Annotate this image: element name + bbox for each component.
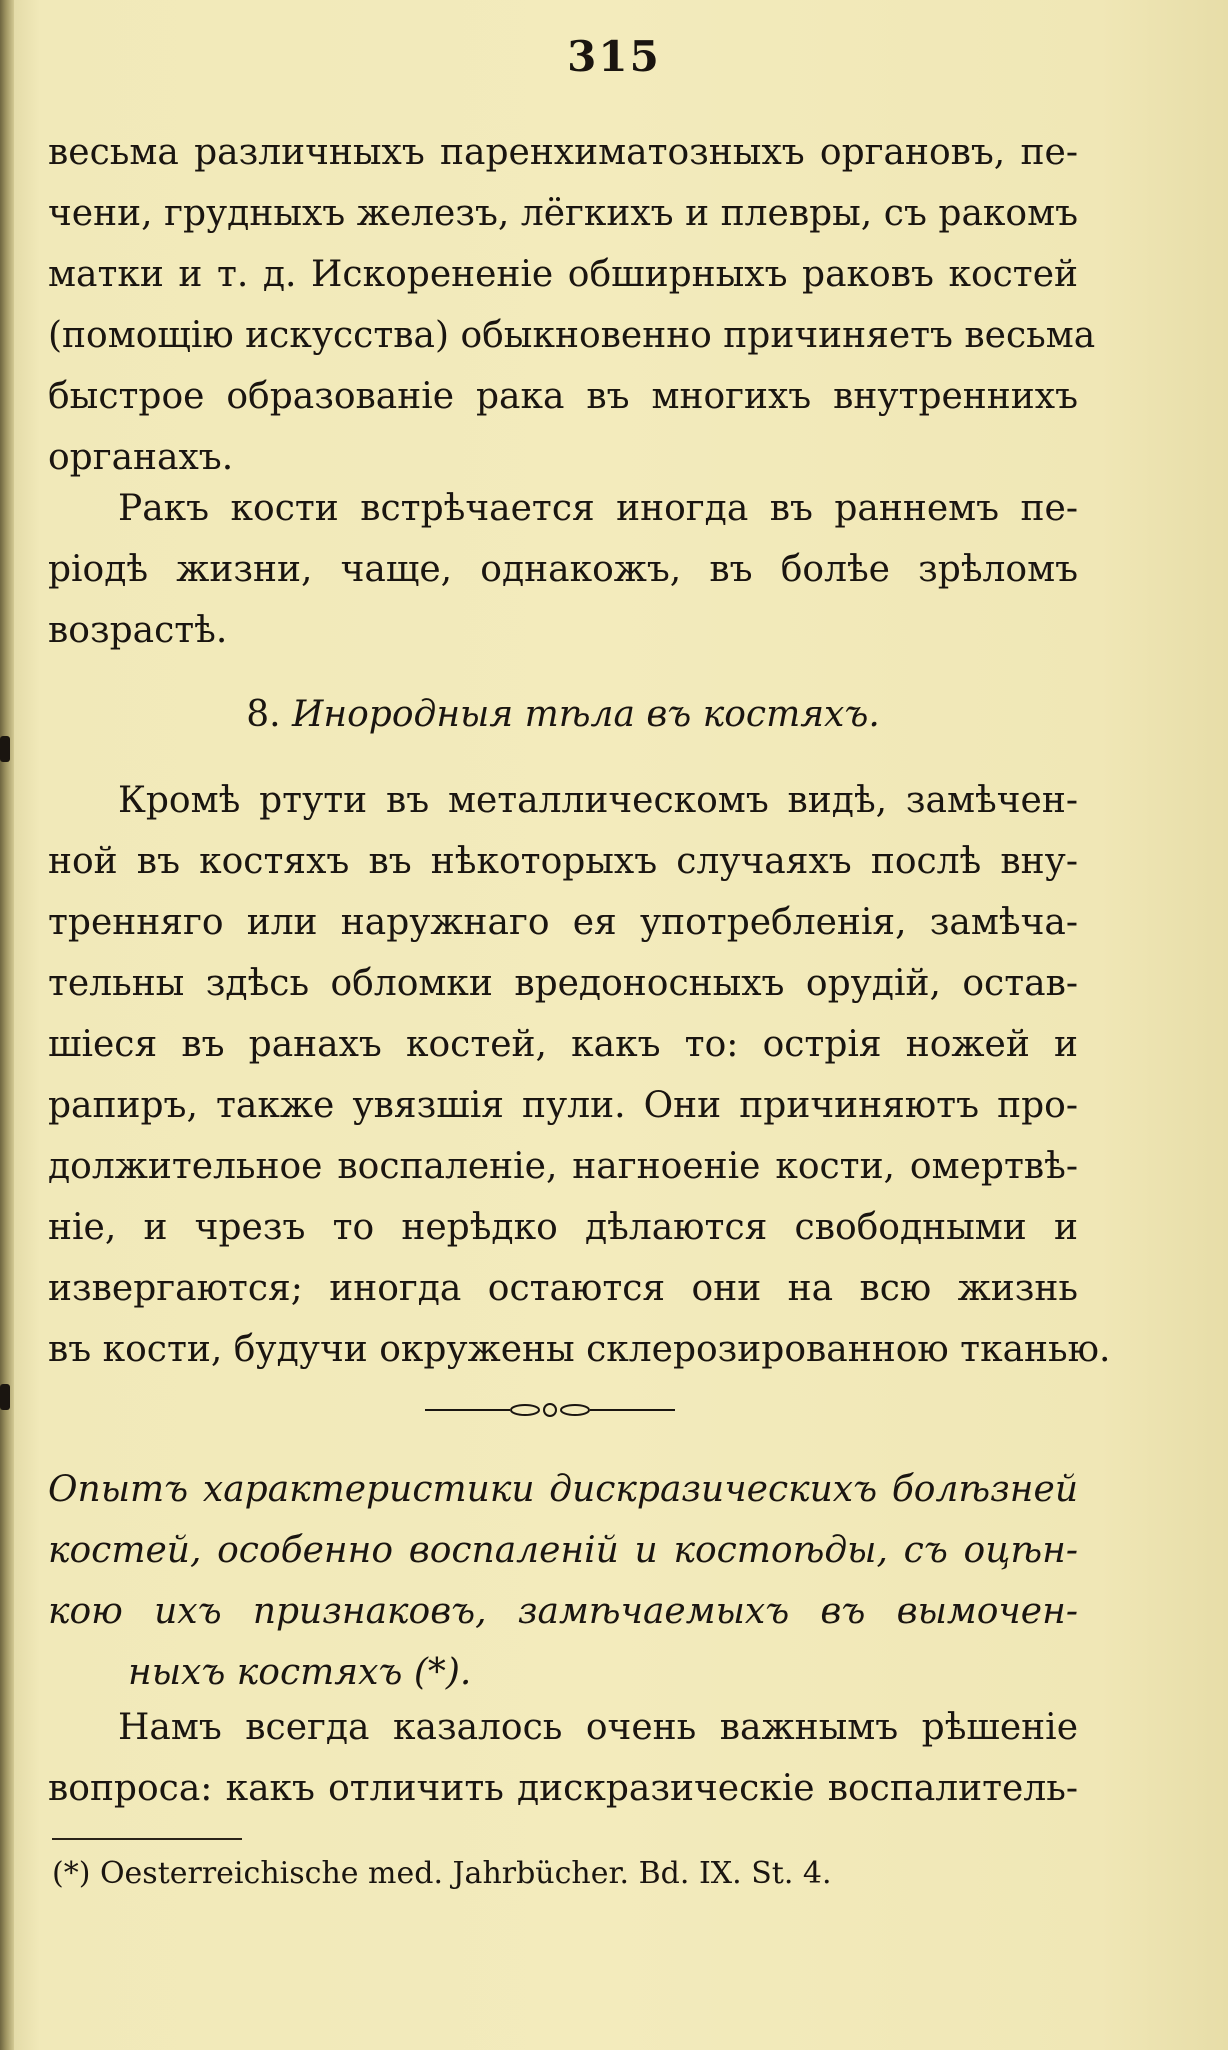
text-line: Кромѣ ртути въ металлическомъ видѣ, замѣчен- bbox=[118, 780, 1078, 821]
text-line: возрастѣ. bbox=[48, 610, 228, 651]
text-line: ріодѣ жизни, чаще, однакожъ, въ болѣе зрѣломъ bbox=[48, 549, 1078, 590]
text-line: рапиръ, также увязшія пули. Они причиняютъ про- bbox=[48, 1085, 1078, 1126]
text-line: (помощію искусства) обыкновенно причиняетъ весьма bbox=[48, 315, 1096, 356]
paragraph-4 bbox=[48, 1697, 1078, 1819]
italic-heading bbox=[48, 1458, 1078, 1702]
text-line: тельны здѣсь обломки вредоносныхъ орудій, остав- bbox=[48, 963, 1078, 1004]
text-line: быстрое образованіе рака въ многихъ внутреннихъ bbox=[48, 376, 1078, 417]
paragraph-3 bbox=[48, 770, 1111, 1380]
text-line: въ кости, будучи окружены склерозированною тканью. bbox=[48, 1329, 1111, 1370]
page-number: 315 bbox=[567, 32, 661, 81]
text-line: Опытъ характеристики дискразическихъ болѣзней bbox=[48, 1469, 1078, 1510]
text-line: чени, грудныхъ железъ, лёгкихъ и плевры, съ ракомъ bbox=[48, 193, 1078, 234]
text-line: весьма различныхъ паренхиматозныхъ органовъ, пе- bbox=[48, 132, 1078, 173]
text-line: органахъ. bbox=[48, 437, 234, 478]
footnote: (*) Oesterreichische med. Jahrbücher. Bd. IX. St. 4. bbox=[52, 1856, 832, 1891]
footnote-rule bbox=[52, 1838, 242, 1840]
text-line: матки и т. д. Искорененіе обширныхъ раковъ костей bbox=[48, 254, 1078, 295]
section-number: 8. bbox=[246, 694, 281, 735]
text-line: ныхъ костяхъ (*). bbox=[128, 1652, 472, 1693]
text-line: Намъ всегда казалось очень важнымъ рѣшеніе bbox=[118, 1707, 1078, 1748]
paragraph-2 bbox=[48, 478, 1078, 661]
text-line: Ракъ кости встрѣчается иногда въ раннемъ пе- bbox=[118, 488, 1078, 529]
text-line: тренняго или наружнаго ея употребленія, замѣча- bbox=[48, 902, 1078, 943]
text-line: ной въ костяхъ въ нѣкоторыхъ случаяхъ послѣ вну- bbox=[48, 841, 1078, 882]
text-line: извергаются; иногда остаются они на всю жизнь bbox=[48, 1268, 1078, 1309]
book-spine-shadow bbox=[0, 0, 14, 2050]
margin-mark bbox=[0, 1384, 10, 1410]
margin-mark bbox=[0, 736, 10, 762]
text-line: должительное воспаленіе, нагноеніе кости, омертвѣ- bbox=[48, 1146, 1078, 1187]
text-line: шіеся въ ранахъ костей, какъ то: острія ножей и bbox=[48, 1024, 1078, 1065]
text-line: ніе, и чрезъ то нерѣдко дѣлаются свободными и bbox=[48, 1207, 1078, 1248]
paragraph-1 bbox=[48, 122, 1096, 488]
ornament-divider bbox=[425, 1400, 675, 1420]
section-heading bbox=[48, 690, 1078, 740]
text-line: вопроса: какъ отличить дискразическіе воспалитель- bbox=[48, 1768, 1078, 1809]
section-title: Инородныя тѣла въ костяхъ. bbox=[292, 694, 880, 735]
text-line: костей, особенно воспаленій и костоѣды, съ оцѣн- bbox=[48, 1530, 1078, 1571]
text-line: кою ихъ признаковъ, замѣчаемыхъ въ вымочен- bbox=[48, 1591, 1078, 1632]
